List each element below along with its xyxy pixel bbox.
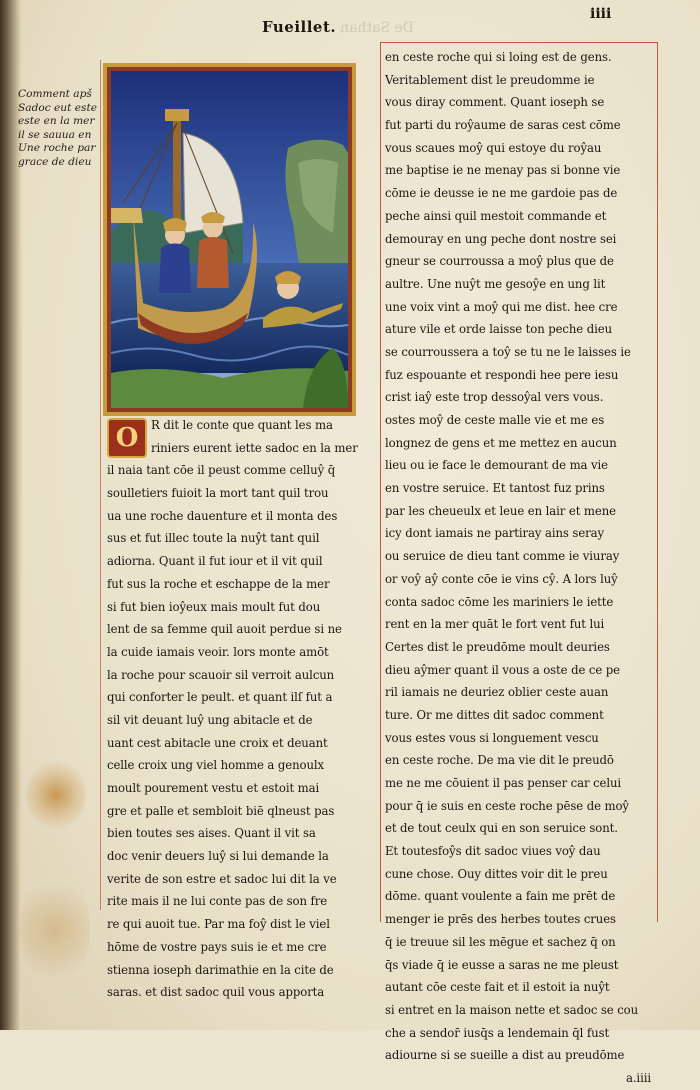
text-line: sil vit deuant luŷ ung abitacle et de	[107, 712, 313, 727]
text-line: la roche pour scauoir sil verroit aulcun	[107, 667, 335, 682]
text-line: longnez de gens et me mettez en aucun	[385, 435, 617, 450]
ruling-top	[380, 42, 658, 43]
illuminated-miniature	[103, 63, 356, 416]
text-line: peche ainsi quil mestoit commande et	[385, 208, 607, 223]
text-line: cōme ie deusse ie ne me gardoie pas de	[385, 186, 618, 201]
text-line: vous scaues moŷ qui estoye du roŷau	[385, 140, 602, 155]
text-line: si fut bien ioŷeux mais moult fut dou	[107, 599, 321, 614]
text-line: celle croix ung viel homme a genoulx	[107, 758, 325, 773]
text-line: en ceste roche. De ma vie dit le preudō	[385, 753, 614, 768]
text-line: gre et palle et sembloit biē qlneust pas	[107, 803, 335, 818]
text-line: fut parti du roŷaume de saras cest cōme	[385, 118, 621, 133]
margin-line: Une roche par	[18, 142, 96, 154]
text-column-left	[107, 414, 369, 1004]
text-line: doc venir deuers luŷ si lui demande la	[107, 849, 329, 864]
text-line: la cuide iamais veoir. lors monte amōt	[107, 644, 329, 659]
text-line: vous diray comment. Quant ioseph se	[385, 95, 605, 110]
text-line: icy dont iamais ne partiray ains seray	[385, 526, 604, 541]
text-line: gneur se courroussa a moŷ plus que de	[385, 254, 614, 269]
text-line: R dit le conte que quant les ma	[151, 418, 333, 432]
margin-line: grace de dieu	[18, 155, 92, 168]
text-line: si entret en la maison nette et sadoc se cou	[385, 1002, 639, 1017]
text-line: ua une roche dauenture et il monta des	[107, 508, 338, 523]
text-line: moult pourement vestu et estoit mai	[107, 781, 320, 795]
ruling-left-column	[380, 42, 381, 922]
text-column-right	[385, 46, 657, 1090]
text-line: ou seruice de dieu tant comme ie viuray	[385, 549, 620, 564]
text-line: fut sus la roche et eschappe de la mer	[107, 576, 330, 591]
water-stain-lower	[20, 870, 90, 990]
text-line: ature vile et orde laisse ton peche dieu	[385, 322, 612, 337]
text-line: soulletiers fuioit la mort tant quil trou	[107, 486, 329, 501]
folio-number: iiii	[590, 6, 612, 22]
running-head: Fueillet.	[262, 18, 337, 36]
margin-line: Comment apš	[18, 88, 92, 100]
text-line: dieu aŷmer quant il vous a oste de ce pe	[385, 662, 620, 677]
ink-offset: De Sathan	[340, 20, 414, 36]
text-line: crist iaŷ este trop dessoŷal vers vous.	[385, 390, 604, 405]
text-line: menger ie prēs des herbes toutes crues	[385, 912, 616, 927]
text-line: me baptise ie ne menay pas si bonne vie	[385, 163, 621, 178]
text-line: une voix vint a moŷ qui me dist. hee cre	[385, 299, 618, 314]
text-line: ril iamais ne deuriez oblier ceste auan	[385, 685, 609, 700]
text-line: adiorna. Quant il fut iour et il vit quil	[107, 554, 323, 569]
text-line: verite de son estre et sadoc lui dit la ve	[107, 871, 337, 886]
decorated-initial: O	[107, 418, 147, 458]
text-line: bien toutes ses aises. Quant il vit sa	[107, 826, 316, 841]
text-line: q̄ ie treuue sil les mēgue et sachez q̄ on	[385, 934, 616, 949]
text-line: lent de sa femme quil auoit perdue si ne	[107, 622, 342, 637]
water-stain	[26, 760, 86, 830]
text-line: vous estes vous si longuement vescu	[385, 730, 599, 745]
text-line: qui conforter le peult. et quant ilſ fut a	[107, 690, 333, 705]
text-line: che a sendor̄ iusq̄s a lendemain q̄l fust	[385, 1025, 610, 1040]
text-line: il naia tant cōe il peust comme celluŷ q̄	[107, 463, 336, 478]
text-line: riniers eurent iette sadoc en la mer	[151, 440, 358, 455]
marginal-rubric	[18, 88, 104, 169]
text-line: autant cōe ceste fait et il estoit ia nuŷt	[385, 980, 610, 995]
text-line: rent en la mer quāt le fort vent fut lui	[385, 617, 605, 632]
text-line: et de tout ceulx qui en son seruice sont.	[385, 821, 618, 836]
margin-line: il se sauua en	[18, 128, 92, 141]
text-line: hōme de vostre pays suis ie et me cre	[107, 939, 327, 954]
text-line: saras. et dist sadoc quil vous apporta	[107, 985, 325, 1000]
text-line: en vostre seruice. Et tantost fuz prins	[385, 481, 605, 496]
text-line: en ceste roche qui si loing est de gens.	[385, 50, 612, 64]
text-line: demouray en ung peche dont nostre sei	[385, 231, 617, 246]
text-line: sus et fut illec toute la nuŷt tant quil	[107, 531, 320, 546]
text-line: aultre. Une nuŷt me gesoŷe en ung lit	[385, 276, 606, 291]
text-line: stienna ioseph darimathie en la cite de	[107, 962, 334, 977]
text-line: fuz espouante et respondi hee pere iesu	[385, 367, 619, 382]
text-line: dōme. quant voulente a fain me prēt de	[385, 889, 616, 904]
text-line: me ne me cōuient il pas penser car celui	[385, 776, 622, 790]
text-line: uant cest abitacle une croix et deuant	[107, 735, 328, 750]
miniature-ship-scene	[103, 63, 356, 416]
ruling-right-column	[657, 42, 658, 922]
text-line: ture. Or me dittes dit sadoc comment	[385, 707, 604, 722]
text-line: ostes moŷ de ceste malle vie et me es	[385, 413, 605, 427]
margin-line: este en la mer	[18, 115, 95, 127]
text-line: pour q̄ ie suis en ceste roche pēse de moŷ	[385, 798, 629, 813]
text-line: adiourne si se sueille a dist au preudōme	[385, 1048, 625, 1063]
text-line: Certes dist le preudōme moult deuries	[385, 639, 610, 654]
text-line: cune chose. Ouy dittes voir dit le preu	[385, 866, 608, 881]
margin-line: Sadoc eut este	[18, 101, 97, 114]
text-line: q̄s viade q̄ ie eusse a saras ne me pleust	[385, 957, 619, 972]
text-line: rite mais il ne lui conte pas de son fre	[107, 894, 328, 909]
text-line: re qui auoit tue. Par ma foŷ dist le viel	[107, 917, 330, 932]
signature-mark: a.iiii	[625, 1070, 651, 1085]
text-line: or voŷ aŷ conte cōe ie vins cŷ. A lors luŷ	[385, 571, 618, 586]
ruling-gutter-line	[100, 60, 101, 910]
text-line: lieu ou ie face le demourant de ma vie	[385, 458, 608, 473]
text-line: par les cheueulx et leue en lair et mene	[385, 503, 616, 518]
text-line: conta sadoc cōme les mariniers le iette	[385, 594, 614, 609]
text-line: Veritablement dist le preudomme ie	[385, 72, 595, 87]
text-line: se courroussera a toŷ se tu ne le laisses ie	[385, 344, 631, 359]
text-line: Et toutesfoŷs dit sadoc viues voŷ dau	[385, 844, 601, 859]
